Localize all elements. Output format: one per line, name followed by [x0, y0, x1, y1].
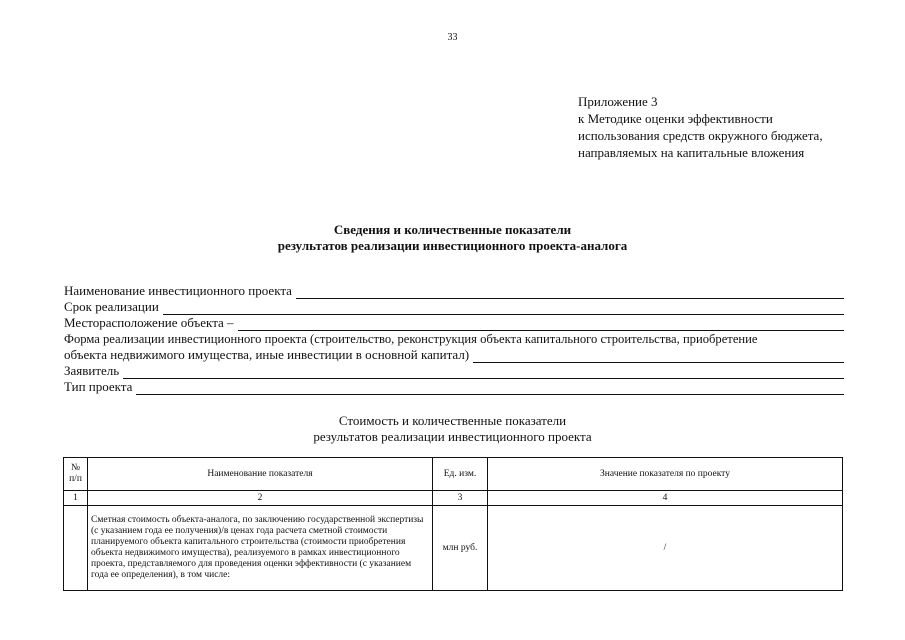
cell-indicator-name: Сметная стоимость объекта-аналога, по заключению государственной экспертизы (с указанием года ее получения)/в ценах года расчета сметной стоимости планируемого объекта капитального строительства (стоимости приобретения объекта недвижимого имущества), реализуемого в рамках инвестиционного проекта, представляемого для проведения оценки эффективности (с указанием года ее определения), в том числе: [88, 506, 433, 591]
appendix-line: использования средств окружного бюджета, [578, 128, 823, 143]
appendix-header [578, 93, 823, 161]
table-row [64, 506, 843, 591]
fill-line[interactable] [123, 367, 844, 379]
field-label: Тип проекта [64, 379, 133, 394]
column-number: 4 [488, 491, 843, 506]
field-project-name [64, 283, 844, 299]
cell-num [64, 506, 88, 591]
header-value: Значение показателя по проекту [488, 458, 843, 491]
field-form [64, 331, 844, 363]
cell-unit: млн руб. [433, 506, 488, 591]
indicators-table [63, 457, 843, 591]
subtitle-line-1: Стоимость и количественные показатели [338, 413, 567, 428]
fill-line[interactable] [238, 319, 844, 331]
fill-line[interactable] [163, 303, 844, 315]
cell-value[interactable]: / [488, 506, 843, 591]
header-num: № п/п [64, 458, 88, 491]
project-fields [64, 283, 844, 395]
field-label: Срок реализации [64, 299, 159, 314]
title-line-2: результатов реализации инвестиционного проекта-аналога [277, 238, 628, 253]
field-label: объекта недвижимого имущества, иные инвестиции в основной капитал) [64, 347, 470, 362]
appendix-line: направляемых на капитальные вложения [578, 145, 805, 160]
header-name: Наименование показателя [88, 458, 433, 491]
page-number: 33 [447, 32, 458, 43]
field-label: Заявитель [64, 363, 120, 378]
field-applicant [64, 363, 844, 379]
appendix-line: к Методике оценки эффективности [578, 111, 773, 126]
field-project-type [64, 379, 844, 395]
column-number: 1 [64, 491, 88, 506]
column-number: 2 [88, 491, 433, 506]
field-form-continued [64, 347, 844, 363]
table-title [0, 413, 905, 445]
column-number-row [64, 491, 843, 506]
column-number: 3 [433, 491, 488, 506]
header-unit: Ед. изм. [433, 458, 488, 491]
field-label: Месторасположение объекта – [64, 315, 234, 330]
appendix-line: Приложение 3 [578, 94, 658, 109]
field-location [64, 315, 844, 331]
subtitle-line-2: результатов реализации инвестиционного проекта [313, 429, 592, 444]
fill-line[interactable] [473, 351, 844, 363]
field-label: Наименование инвестиционного проекта [64, 283, 292, 298]
document-title [0, 222, 905, 254]
fill-line[interactable] [296, 287, 844, 299]
table-header-row [64, 458, 843, 491]
field-term [64, 299, 844, 315]
title-line-1: Сведения и количественные показатели [333, 222, 572, 237]
fill-line[interactable] [136, 383, 844, 395]
field-label: Форма реализации инвестиционного проекта (строительство, реконструкция объекта капитального строительства, приобретение [64, 332, 758, 346]
